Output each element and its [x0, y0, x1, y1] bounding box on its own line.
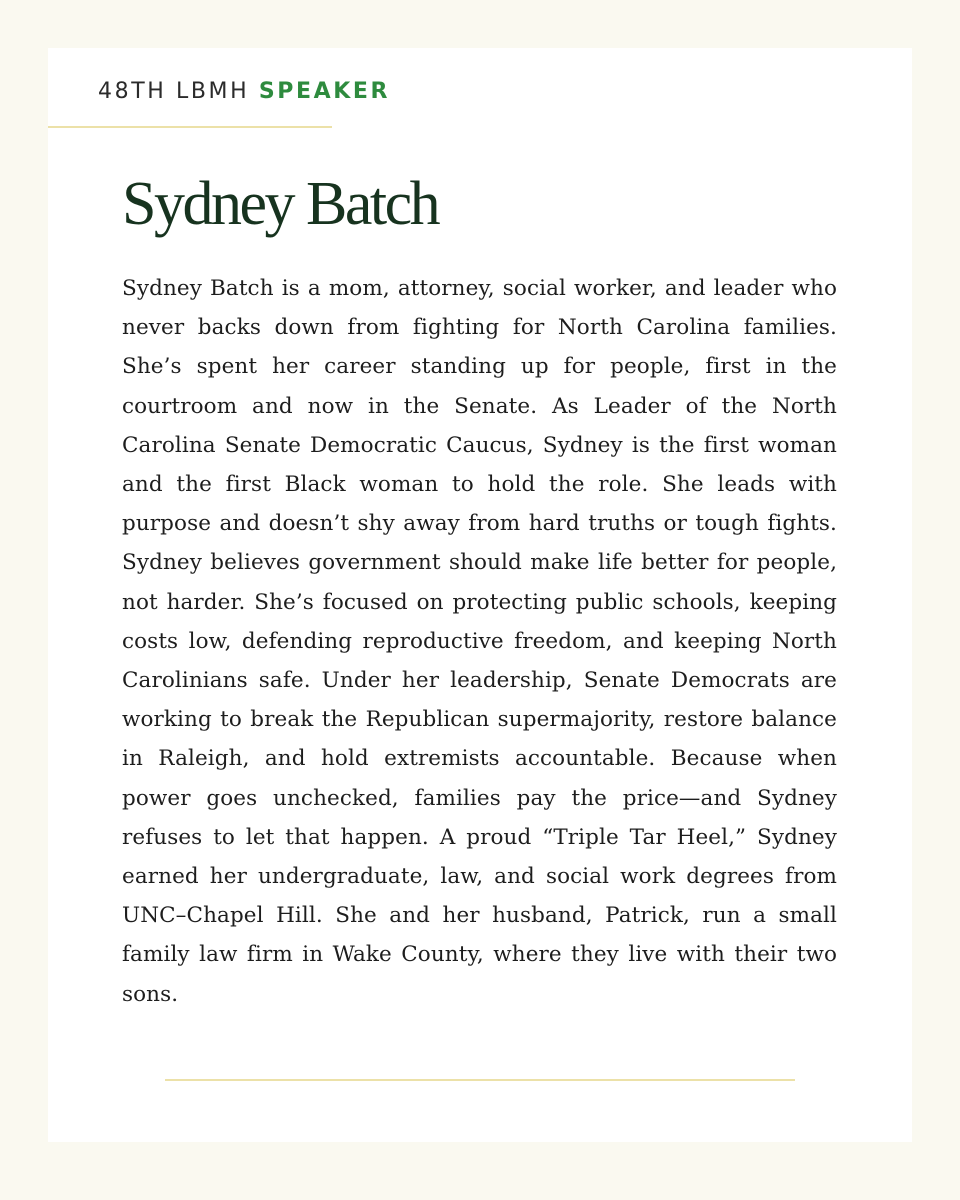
eyebrow-prefix: 48TH LBMH: [98, 79, 250, 104]
speaker-name: Sydney Batch: [122, 170, 439, 238]
eyebrow-label: [98, 76, 390, 108]
speaker-bio: Sydney Batch is a mom, attorney, social worker, and leader who never backs down from fighting for North Carolina families. She’s spent her career standing up for people, first in the courtroom and now in the Senate. As Leader of the North Carolina Senate Democratic Caucus, Sydney is the first woman and the first Black woman to hold the role. She leads with purpose and doesn’t shy away from hard truths or tough fights. Sydney believes government should make life better for people, not harder. She’s focused on protecting public schools, keeping costs low, defending reproductive freedom, and keeping North Carolinians safe. Under her leadership, Senate Democrats are working to break the Republican supermajority, restore balance in Raleigh, and hold extremists accountable. Because when power goes unchecked, families pay the price—and Sydney refuses to let that happen. A proud “Triple Tar Heel,” Sydney earned her undergraduate, law, and social work degrees from UNC–Chapel Hill. She and her husband, Patrick, run a small family law firm in Wake County, where they live with their two sons.: [122, 276, 837, 1007]
bottom-divider: [165, 1079, 795, 1081]
eyebrow-accent: SPEAKER: [258, 79, 391, 104]
speaker-card: [48, 48, 912, 1142]
top-divider: [48, 126, 332, 128]
